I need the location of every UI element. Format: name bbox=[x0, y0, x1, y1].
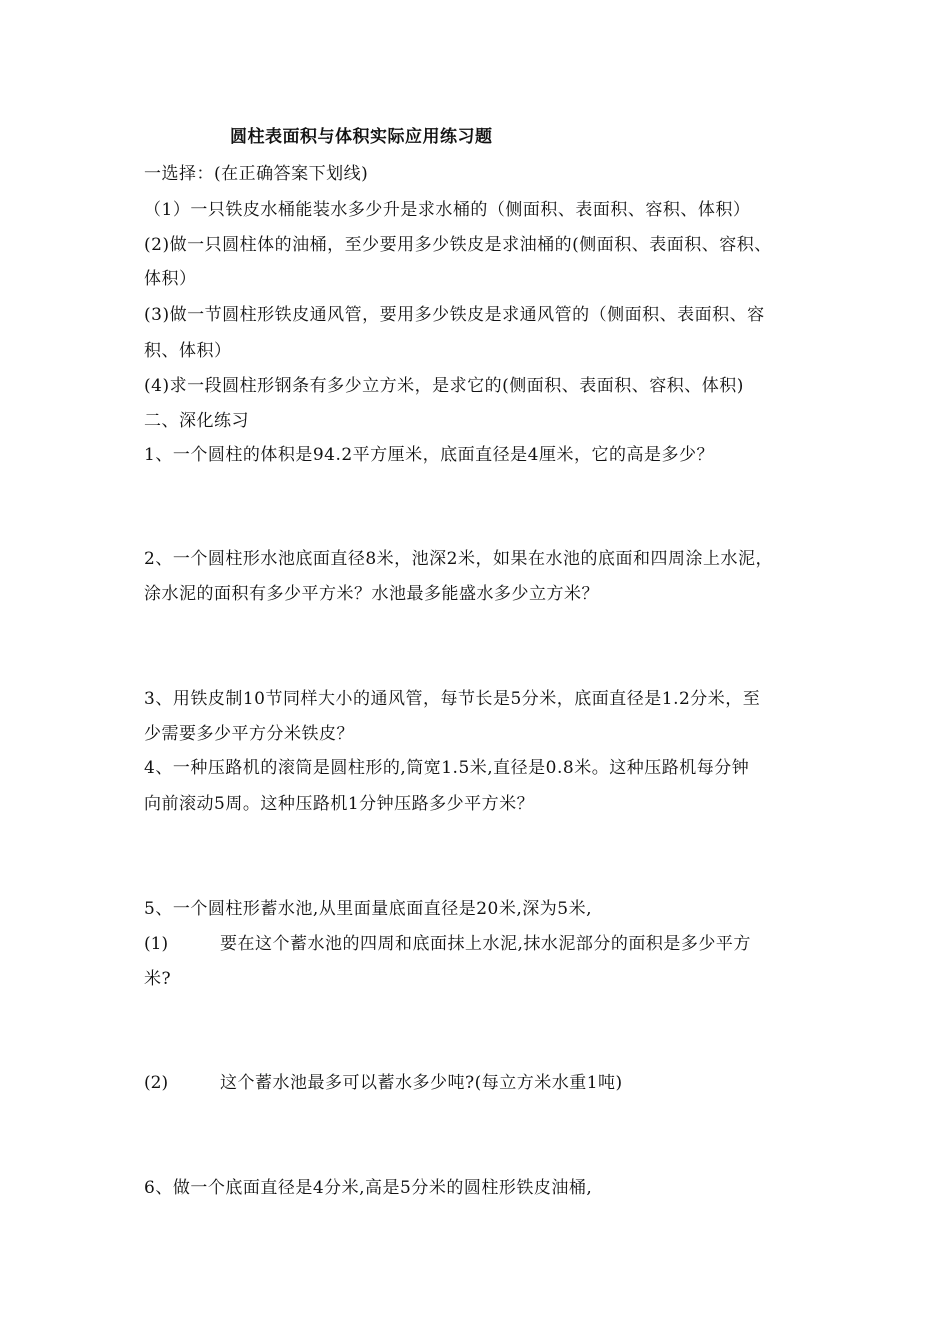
problem-5-sub-1-number: (1) bbox=[144, 934, 169, 954]
problem-5-sub-2-number: (2) bbox=[144, 1073, 169, 1093]
problem-6: 6、做一个底面直径是4分米,高是5分米的圆柱形铁皮油桶, bbox=[144, 1178, 593, 1198]
problem-4-line-2: 向前滚动5周。这种压路机1分钟压路多少平方米？ bbox=[144, 794, 535, 814]
problem-4-line-1: 4、一种压路机的滚筒是圆柱形的,筒宽1.5米,直径是0.8米。这种压路机每分钟 bbox=[144, 758, 750, 778]
problem-5-sub-2-text: 这个蓄水池最多可以蓄水多少吨?(每立方米水重1吨) bbox=[220, 1073, 623, 1093]
section-practice-heading: 二、深化练习 bbox=[144, 411, 249, 431]
choice-question-1: （1）一只铁皮水桶能装水多少升是求水桶的（侧面积、表面积、容积、体积） bbox=[144, 200, 751, 220]
problem-3-line-1: 3、用铁皮制10节同样大小的通风管，每节长是5分米，底面直径是1.2分米，至 bbox=[144, 689, 761, 709]
problem-1: 1、一个圆柱的体积是94.2平方厘米，底面直径是4厘米，它的高是多少？ bbox=[144, 445, 714, 465]
problem-2-line-1: 2、一个圆柱形水池底面直径8米，池深2米，如果在水池的底面和四周涂上水泥， bbox=[144, 549, 773, 569]
choice-question-3-line-1: (3)做一节圆柱形铁皮通风管，要用多少铁皮是求通风管的（侧面积、表面积、容 bbox=[144, 305, 765, 325]
choice-question-2-line-1: (2)做一只圆柱体的油桶，至少要用多少铁皮是求油桶的(侧面积、表面积、容积、 bbox=[144, 235, 772, 255]
choice-question-3-line-2: 积、体积） bbox=[144, 341, 232, 361]
choice-question-4: (4)求一段圆柱形钢条有多少立方米，是求它的(侧面积、表面积、容积、体积) bbox=[144, 376, 744, 396]
page-title: 圆柱表面积与体积实际应用练习题 bbox=[230, 127, 493, 147]
problem-3-line-2: 少需要多少平方分米铁皮？ bbox=[144, 724, 354, 744]
choice-question-2-line-2: 体积） bbox=[144, 269, 197, 289]
section-choice-heading: 一选择：(在正确答案下划线) bbox=[144, 164, 369, 184]
problem-5: 5、一个圆柱形蓄水池,从里面量底面直径是20米,深为5米, bbox=[144, 899, 592, 919]
problem-5-sub-1-line-1: 要在这个蓄水池的四周和底面抹上水泥,抹水泥部分的面积是多少平方 bbox=[220, 934, 751, 954]
problem-5-sub-1-line-2: 米? bbox=[144, 969, 172, 989]
problem-2-line-2: 涂水泥的面积有多少平方米？水池最多能盛水多少立方米？ bbox=[144, 584, 599, 604]
